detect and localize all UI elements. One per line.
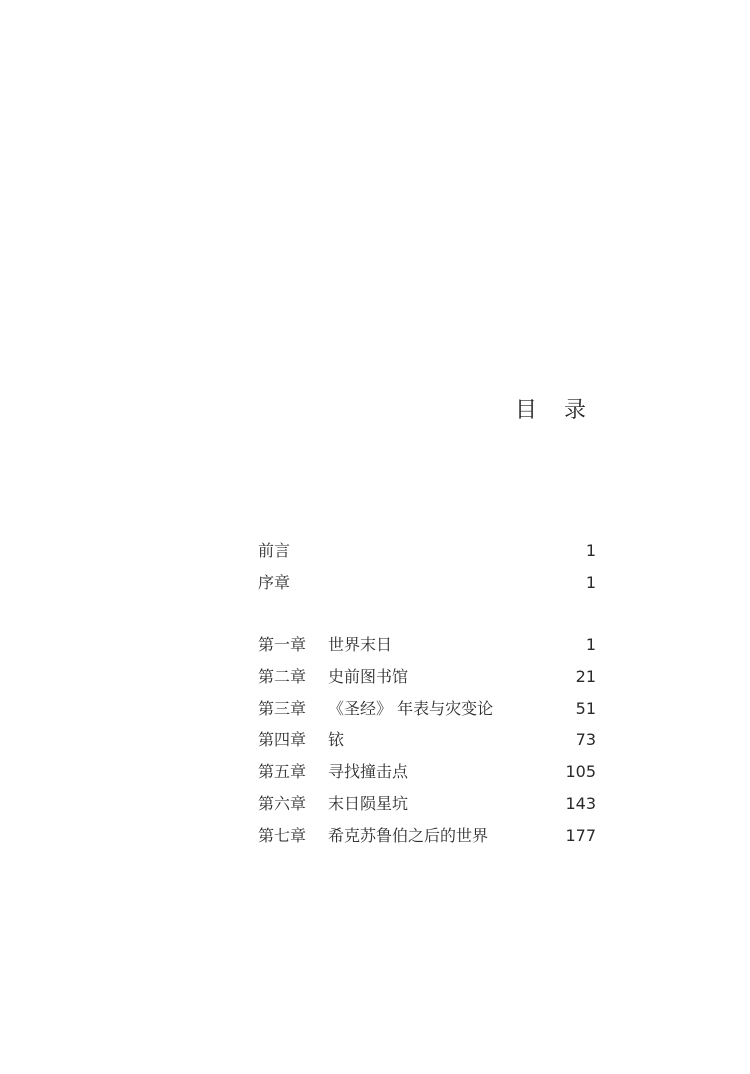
toc-entry-chapter-3[interactable]: [258, 698, 596, 730]
chapter-list: [258, 634, 596, 857]
front-matter-list: [258, 540, 596, 604]
chapter-page: 177: [565, 825, 596, 845]
chapter-name: 《圣经》 年表与灾变论: [328, 698, 494, 718]
toc-entry-chapter-1[interactable]: [258, 634, 596, 666]
chapter-page: 105: [565, 762, 596, 782]
chapter-number: 第七章: [258, 825, 307, 845]
chapter-page: 1: [585, 635, 596, 654]
chapter-number: 第二章: [258, 666, 307, 686]
chapter-number: 第三章: [258, 698, 307, 718]
toc-entry-chapter-5[interactable]: [258, 761, 596, 793]
chapter-name: 末日陨星坑: [328, 793, 409, 813]
entry-page: 1: [585, 572, 596, 592]
chapter-number: 第五章: [258, 762, 307, 782]
chapter-name: 史前图书馆: [328, 666, 409, 686]
toc-title: 目 录: [515, 398, 596, 423]
entry-name: 前言: [258, 541, 291, 560]
chapter-number: 第四章: [258, 730, 307, 750]
chapter-page: 21: [575, 666, 596, 686]
chapter-name: 寻找撞击点: [328, 762, 409, 782]
toc-entry-chapter-4[interactable]: [258, 729, 596, 761]
chapter-page: 143: [565, 793, 596, 813]
entry-page: 1: [585, 541, 596, 560]
chapter-name: 希克苏鲁伯之后的世界: [328, 825, 489, 845]
entry-name: 序章: [258, 572, 291, 592]
chapter-number: 第六章: [258, 793, 307, 813]
toc-entry-preface[interactable]: [258, 540, 596, 572]
toc-entry-chapter-7[interactable]: [258, 825, 596, 857]
toc-entry-chapter-6[interactable]: [258, 793, 596, 825]
chapter-number: 第一章: [258, 635, 307, 654]
chapter-name: 铱: [328, 730, 345, 750]
toc-entry-chapter-2[interactable]: [258, 666, 596, 698]
chapter-page: 51: [575, 698, 596, 718]
toc-entry-prologue[interactable]: [258, 572, 596, 604]
chapter-page: 73: [575, 730, 596, 750]
chapter-name: 世界末日: [328, 635, 393, 654]
